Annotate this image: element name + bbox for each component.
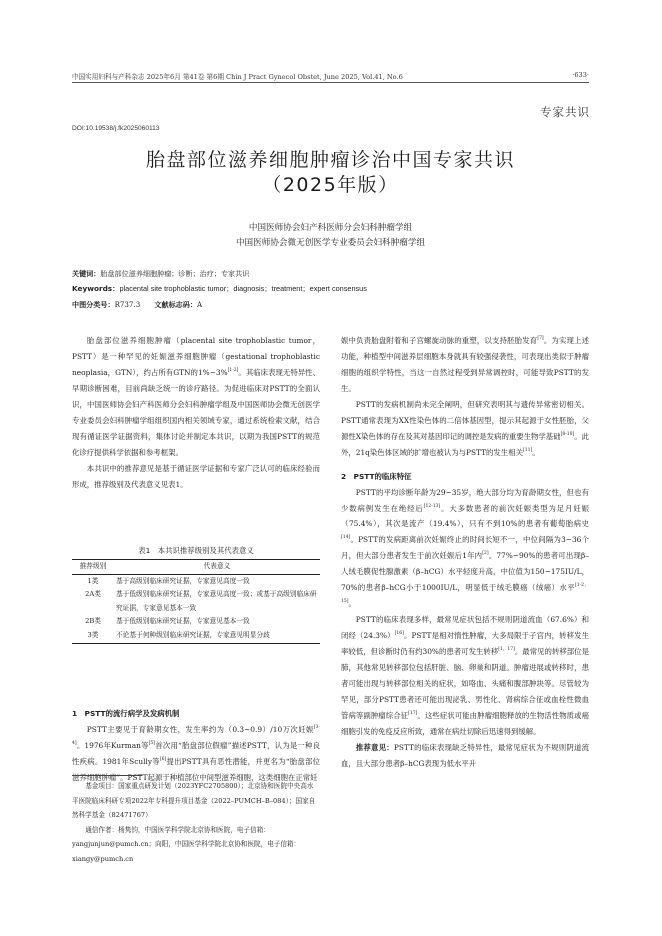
left-column — [72, 333, 320, 493]
table-header: 代表意义 — [114, 560, 320, 575]
keywords-cn: 关键词：胎盘部位滋养细胞肿瘤；诊断；治疗；专家共识 — [72, 269, 250, 278]
funding-note: 基金项目：国家重点研发计划（2023YFC2705800）；北京协和医院中央高水平医院临床科研专项2022年专科提升项目基金（2022–PUMCH–B–084）；国家自然科学基金（82471767） — [72, 782, 316, 820]
section-1 — [72, 706, 320, 786]
article-subtitle: （2025年版） — [262, 174, 399, 196]
section-tag: 专家共识 — [540, 105, 590, 119]
body-paragraph: PSTT的发病机制尚未完全阐明，但研究表明其与遗传异常密切相关。PSTT通常表现为XX性染色体的二倍体基因型，提示其起源于女性胚胎，父源性X染色体的存在及其对基因印记的调控是发病的重要生物学基础[8-10]。此外，21q染色体区域的扩增也被认为与PSTT的发生相关[11]。 — [341, 399, 590, 457]
page-number: ·633· — [572, 71, 589, 79]
section-heading: 2 PSTT的临床特征 — [341, 471, 412, 481]
intro-paragraph: 胎盘部位滋养细胞肿瘤（placental site trophoblastic tumor，PSTT）是一种罕见的妊娠滋养细胞肿瘤（gestational trophoblastic neoplasia，GTN），约占所有GTN的1%~3%[1-2]。其临床表现无特异性、早期诊断困难，目前尚缺乏统一的诊疗路径。为促进临床对PSTT的全面认识，中国医师协会妇产科医师分会妇科肿瘤学组及中国医师协会微无创医学专业委员会妇科肿瘤学组组织国内相关领域专家，通过系统检索文献，结合现有循证医学证据资料，集体讨论并制定本共识，以期为我国PSTT的规范化诊疗提供科学依据和参考框架。 — [72, 336, 320, 457]
keywords-block — [72, 266, 589, 312]
footnote-rule — [72, 775, 142, 776]
body-paragraph: PSTT的临床表现多样，最常见症状包括不规则阴道流血（67.6%）和闭经（24.3%）[16]。PSTT是相对惰性肿瘤，大多局限于子宫内，转移发生率较低，但诊断时仍有约30%的患者可发生转移[1，17]。最常见的转移部位是肺，其他常见转移部位包括肝脏、脑、卵巢和阴道。肿瘤进展或转移时，患者可能出现与转移部位相关的症状，如咯血、头痛和腹部肿块等。尽管较为罕见，部分PSTT患者还可能出现泌乳、男性化、肾病综合征或血栓性微血管病等副肿瘤综合征[17]。这些症状可能由肿瘤细胞释放的生物活性物质或癌细胞引发的免疫反应所致，通常在病灶切除后迅速得到缓解。 — [341, 615, 589, 736]
header-rule — [72, 82, 589, 83]
author-group: 中国医师协会微无创医学专业委员会妇科肿瘤学组 — [235, 238, 426, 248]
recommendation: 推荐意见：PSTT的临床表现缺乏特异性，最常见症状为不规则阴道流血，且大部分患者β–hCG表现为低水平升 — [341, 742, 589, 768]
title-block — [72, 148, 589, 198]
classification: 中图分类号：R737.3 文献标志码：A — [72, 299, 203, 309]
table-caption: 表1 本共识推荐级别及其代表意义 — [138, 546, 254, 555]
corresponding-author: 通信作者：杨隽钧，中国医学科学院北京协和医院，电子信箱：yangjunjun@pumch.cn；向阳，中国医学科学院北京协和医院，电子信箱：xiangy@pumch.cn — [72, 825, 301, 863]
article-title: 胎盘部位滋养细胞肿瘤诊治中国专家共识 — [145, 149, 515, 171]
keywords-en: Keywords：placental site trophoblastic tumor；diagnosis；treatment；expert consensus — [72, 284, 367, 294]
journal-citation: 中国实用妇科与产科杂志 2025年6月 第41卷 第6期 Chin J Pract Gynecol Obstet, June 2025, Vol.41, No.6 — [72, 73, 403, 81]
doi: DOI:10.19538/j.fk2025060113 — [72, 125, 160, 132]
running-head — [72, 71, 589, 81]
footnote — [72, 779, 320, 867]
table-row: 3类 不论基于何种级别临床研究证据，专家意见明显分歧 — [72, 629, 320, 643]
author-groups — [72, 221, 589, 251]
intro-paragraph-2: 本共识中的推荐意见是基于循证医学证据和专家广泛认可的临床经验而形成，推荐级别及代表意义见表1。 — [72, 463, 320, 489]
table-1 — [72, 543, 320, 644]
table-row: 1类 基于高级别临床研究证据，专家意见高度一致 — [87, 576, 250, 585]
table-row: 2B类 基于低级别临床研究证据，专家意见基本一致 — [85, 617, 250, 626]
table-row: 2A类 基于低级别临床研究证据，专家意见高度一致；或基于高级别临床研究证据，专家意见基本一致 — [85, 590, 317, 612]
body-paragraph: 娠中负责胎盘附着和子宫螺旋动脉的重塑，以支持胚胎发育[7]。为实现上述功能，种植型中间滋养层细胞本身就具有较强侵袭性，可表现出类似于肿瘤细胞的组织学特性，当这一自然过程受到异常调控时，可能导致PSTT的发生。 — [341, 336, 589, 393]
body-paragraph: PSTT的平均诊断年龄为29~35岁，绝大部分均为育龄期女性，但也有少数病例发生在绝经后[12-13]。大多数患者的前次妊娠类型为足月妊娠（75.4%），其次是流产（19.4%），只有不到10%的患者有葡萄胎病史[14]。PSTT的发病距离前次妊娠终止的时间长短不一，中位间隔为3~36个月，但大部分患者发生于前次妊娠后1年内[2]。77%~90%的患者可出现β–人绒毛膜促性腺激素（β–hCG）水平轻度升高，中位值为150~175IU/L，70%的患者β–hCG小于1000IU/L，明显低于绒毛膜癌（绒癌）水平[1-2，15]。 — [341, 487, 589, 609]
right-column — [341, 333, 589, 772]
table-header: 推荐级别 — [72, 560, 114, 575]
section-heading: 1 PSTT的流行病学及发病机制 — [72, 709, 180, 718]
author-group: 中国医师协会妇产科医师分会妇科肿瘤学组 — [248, 223, 413, 233]
recommendation-table — [72, 559, 320, 644]
body-paragraph: PSTT主要见于育龄期女性，发生率约为（0.3~0.9）/10万次妊娠[3-4]。1976年Kurman等[5]首次用“胎盘部位假瘤”描述PSTT，认为是一种良性疾病。1981年Scully等[6]提出PSTT具有恶性潜能，并更名为“胎盘部位滋养细胞肿瘤”。PSTT起源于种植部位中间型滋养细胞，这类细胞在正常妊 — [72, 724, 320, 782]
